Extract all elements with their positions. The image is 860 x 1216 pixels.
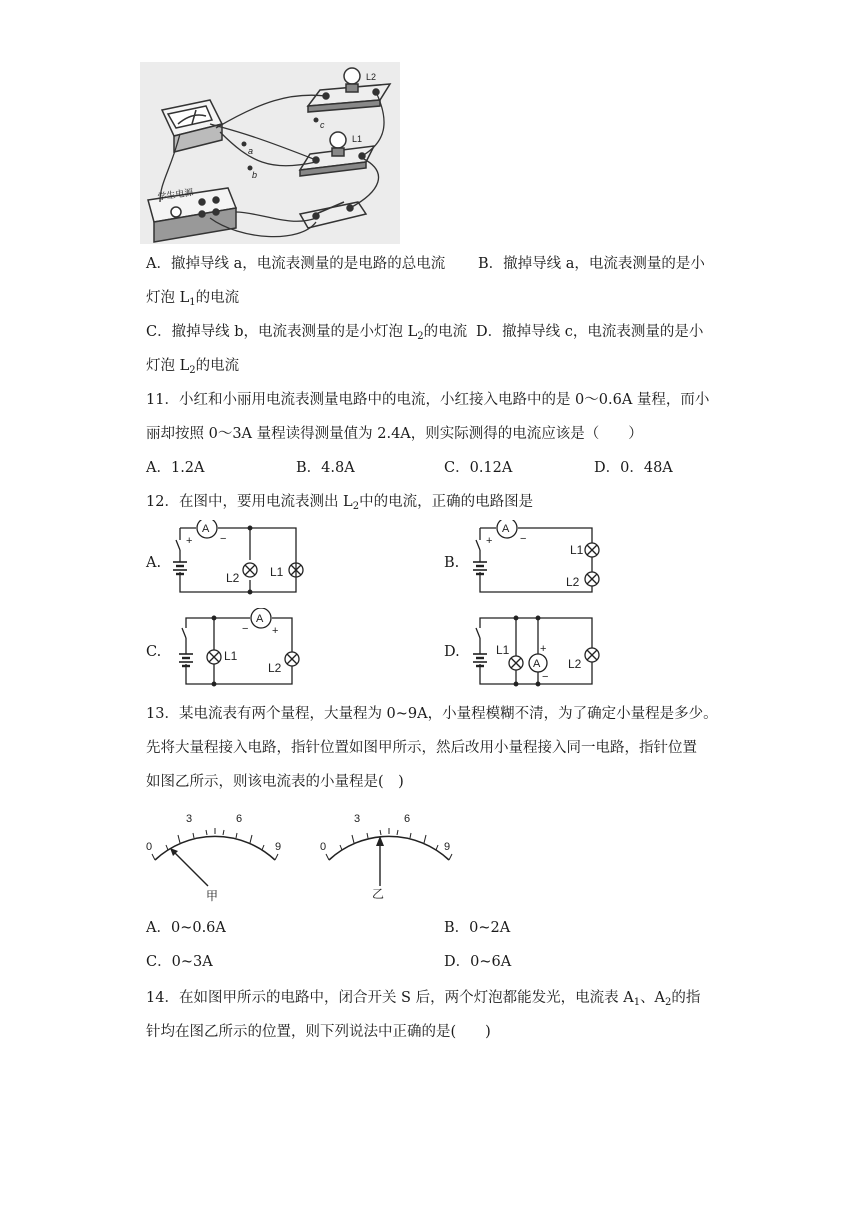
tick-6: 6 xyxy=(236,813,243,825)
q11-option-c[interactable]: C．0.12A xyxy=(444,460,513,476)
q13-stem-line3: 如图乙所示，则该电流表的小量程是( ) xyxy=(146,774,404,790)
q12-stem-sub: 2 xyxy=(352,501,360,512)
q10-option-b[interactable] xyxy=(478,254,705,274)
q10-option-c-text: C．撤掉导线 b，电流表测量的是小灯泡 L xyxy=(146,324,418,340)
lamp-label-l2: L2 xyxy=(268,661,282,675)
ammeter-symbol-c: A xyxy=(256,613,264,625)
label-c: c xyxy=(320,120,325,130)
q13-option-c[interactable]: C．0~3A xyxy=(146,954,213,970)
dial-label-yi: 乙 xyxy=(372,887,385,901)
q13-option-a[interactable]: A．0~0.6A xyxy=(146,920,226,936)
q10-option-b-cont xyxy=(146,288,239,313)
label-l1: L1 xyxy=(352,134,363,144)
q12-label-b[interactable]: B. xyxy=(444,555,460,571)
q13-option-b[interactable]: B．0~2A xyxy=(444,920,511,936)
ammeter-symbol-a: A xyxy=(202,523,210,535)
q10-option-d-text2: 灯泡 L xyxy=(146,358,190,374)
q10-option-d[interactable] xyxy=(476,322,703,342)
q13-dial-yi xyxy=(314,800,464,908)
q10-option-b-text2: 灯泡 L xyxy=(146,290,190,306)
q13-stem-line1: 13．某电流表有两个量程，大量程为 0~9A，小量程模糊不清，为了确定小量程是多少。 xyxy=(146,706,718,722)
tick-3: 3 xyxy=(186,813,193,825)
q12-stem-text2: 中的电流，正确的电路图是 xyxy=(359,494,534,510)
q14-stem-line2: 针均在图乙所示的位置，则下列说法中正确的是( ) xyxy=(146,1024,491,1040)
q13-dial-jia xyxy=(140,800,290,908)
label-a: a xyxy=(248,146,254,156)
circuit-photo xyxy=(140,62,400,244)
q10-option-c-sub: 2 xyxy=(417,331,424,342)
q10-option-b-sub: 1 xyxy=(189,297,196,308)
q12-circuit-c[interactable] xyxy=(172,608,312,694)
plus-sign: + xyxy=(486,535,493,547)
tick-9: 9 xyxy=(275,841,282,853)
tick-0: 0 xyxy=(146,841,153,853)
q11-stem-line2: 丽却按照 0～3A 量程读得测量值为 2.4A，则实际测得的电流应该是（ ） xyxy=(146,426,643,442)
plus-sign: + xyxy=(272,625,279,637)
tick-9: 9 xyxy=(444,841,451,853)
q12-label-c[interactable]: C. xyxy=(146,644,162,660)
ammeter-symbol-d: A xyxy=(533,658,541,670)
q14-sub1: 1 xyxy=(633,997,641,1008)
q12-label-a[interactable]: A. xyxy=(146,555,162,571)
tick-0: 0 xyxy=(320,841,327,853)
plus-sign: + xyxy=(540,643,547,655)
q12-circuit-b[interactable] xyxy=(466,520,606,604)
q10-option-d-text: D．撤掉导线 c，电流表测量的是小 xyxy=(476,324,704,340)
label-l2: L2 xyxy=(366,72,377,82)
q12-stem-text1: 12．在图中，要用电流表测出 L xyxy=(146,494,353,510)
q10-option-c-text2: 的电流 xyxy=(423,324,468,340)
lamp-label-l1: L1 xyxy=(570,543,584,557)
q10-option-a[interactable] xyxy=(146,254,445,274)
q14-stem-line1 xyxy=(146,988,700,1013)
lamp-label-l1: L1 xyxy=(270,565,284,579)
minus-sign: − xyxy=(242,623,249,635)
minus-sign: − xyxy=(520,533,527,545)
q12-circuit-a[interactable] xyxy=(166,520,306,604)
q11-option-b[interactable]: B．4.8A xyxy=(296,460,355,476)
q12-circuit-d[interactable] xyxy=(466,608,606,694)
q11-option-a[interactable]: A．1.2A xyxy=(146,460,205,476)
q12-label-d[interactable]: D. xyxy=(444,644,460,660)
lamp-label-l2: L2 xyxy=(226,571,240,585)
q13-stem-line2: 先将大量程接入电路，指针位置如图甲所示，然后改用小量程接入同一电路，指针位置 xyxy=(146,740,697,756)
q14-sub2: 2 xyxy=(665,997,672,1008)
q12-stem xyxy=(146,492,533,517)
q13-option-d[interactable]: D．0~6A xyxy=(444,954,512,970)
tick-6: 6 xyxy=(404,813,411,825)
q11-option-d[interactable]: D．0．48A xyxy=(594,460,673,476)
q10-option-d-cont xyxy=(146,356,239,381)
q11-stem-line1: 11．小红和小丽用电流表测量电路中的电流，小红接入电路中的是 0～0.6A 量程，而小 xyxy=(146,392,710,408)
minus-sign: − xyxy=(542,671,549,683)
q14-text2: 、A xyxy=(640,990,666,1006)
q10-option-b-text: B．撤掉导线 a，电流表测量的是小 xyxy=(478,256,705,272)
q14-text3: 的指 xyxy=(671,990,701,1006)
power-supply-label: 学生电源 xyxy=(156,187,194,202)
label-b: b xyxy=(252,170,258,180)
lamp-label-l1: L1 xyxy=(224,649,238,663)
plus-sign: + xyxy=(186,535,193,547)
minus-sign: − xyxy=(220,533,227,545)
q10-option-a-text: A．撤掉导线 a，电流表测量的是电路的总电流 xyxy=(146,256,446,272)
lamp-label-l1: L1 xyxy=(496,643,510,657)
q10-option-d-text3: 的电流 xyxy=(195,358,240,374)
q10-option-b-text3: 的电流 xyxy=(195,290,240,306)
lamp-label-l2: L2 xyxy=(568,657,582,671)
q10-option-d-sub: 2 xyxy=(189,365,196,376)
q10-option-c[interactable] xyxy=(146,322,467,347)
lamp-label-l2: L2 xyxy=(566,575,580,589)
tick-3: 3 xyxy=(354,813,361,825)
ammeter-symbol-b: A xyxy=(502,523,510,535)
dial-label-jia: 甲 xyxy=(206,889,219,903)
q14-text1: 14．在如图甲所示的电路中，闭合开关 S 后，两个灯泡都能发光，电流表 A xyxy=(146,990,634,1006)
